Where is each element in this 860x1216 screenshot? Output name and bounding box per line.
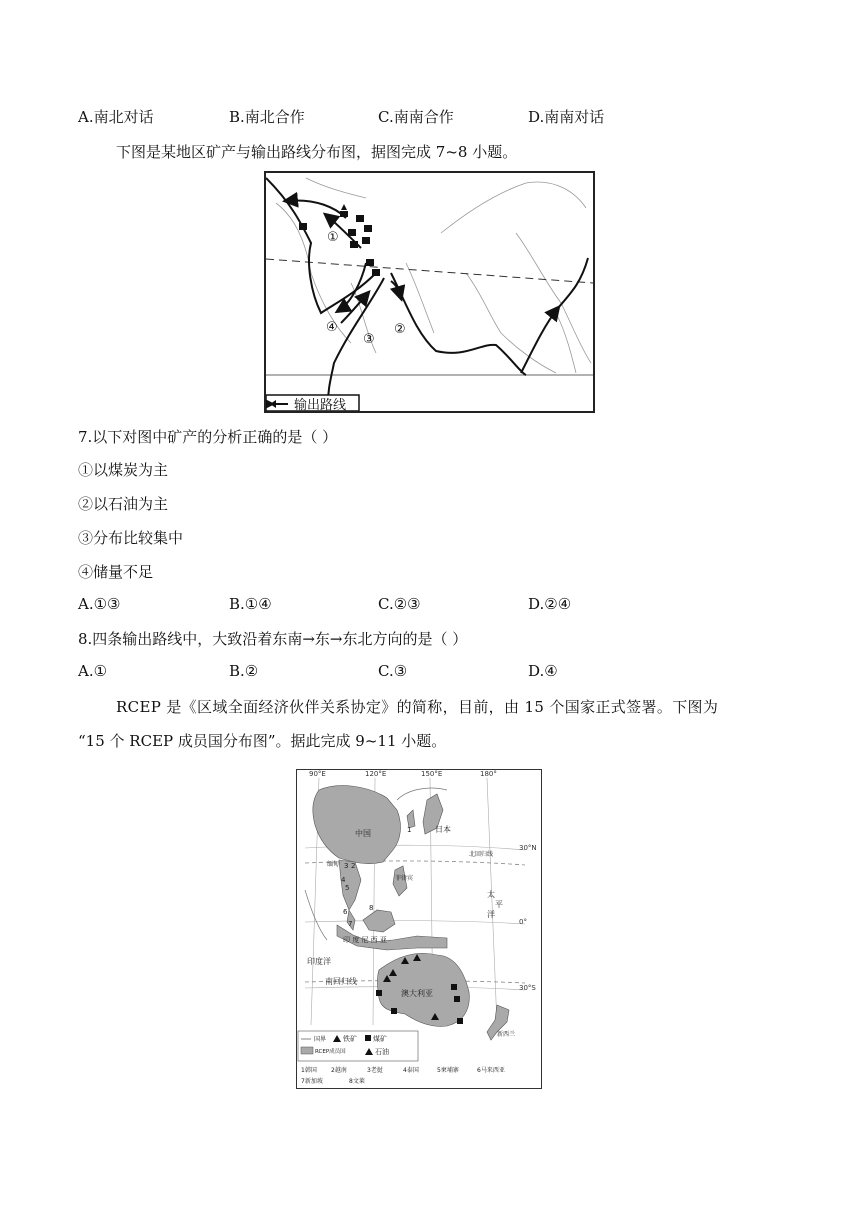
q6-option-d: D.南南对话 xyxy=(528,108,605,126)
route-2a xyxy=(391,273,526,375)
key-3: 3老挝 xyxy=(367,1067,383,1074)
key-1: 1韩国 xyxy=(301,1067,317,1074)
coastlines xyxy=(276,178,591,373)
route-label-3: ③ xyxy=(363,332,375,347)
intro-9-11-line2: “15 个 RCEP 成员国分布图”。据此完成 9~11 小题。 xyxy=(78,732,447,750)
label-n8: 8 xyxy=(369,904,374,912)
mineral-route-map xyxy=(264,171,595,413)
legend-rcep-label: RCEP成员国 xyxy=(315,1049,346,1055)
label-indian-ocean: 印度洋 xyxy=(307,957,331,966)
lat-30s: 30°S xyxy=(519,984,536,992)
borneo-shape xyxy=(363,910,395,932)
label-n4: 4 xyxy=(341,876,346,884)
china-shape xyxy=(313,786,401,864)
label-tropic-s: 南回归线 xyxy=(325,977,357,986)
q7-option-a: A.①③ xyxy=(78,595,121,613)
q6-option-a: A.南北对话 xyxy=(78,108,154,126)
indochina-shape xyxy=(339,860,361,910)
key-8: 8文莱 xyxy=(349,1078,365,1085)
label-n6: 6 xyxy=(343,908,348,916)
lon-90: 90°E xyxy=(309,770,326,778)
legend-border-label: 国界 xyxy=(314,1036,327,1043)
q8-stem: 8.四条输出路线中，大致沿着东南→东→东北方向的是（ ） xyxy=(78,630,468,648)
export-routes xyxy=(266,178,588,403)
lon-150: 150°E xyxy=(421,770,443,778)
lat-30n: 30°N xyxy=(519,844,537,852)
q7-option-b: B.①④ xyxy=(229,595,272,613)
label-philippines: 菲律宾 xyxy=(395,875,414,882)
rcep-member-map-svg xyxy=(297,770,541,1088)
mineral-route-map-svg xyxy=(266,173,593,411)
route-2c xyxy=(558,258,588,308)
key-5: 5柬埔寨 xyxy=(437,1067,459,1074)
lat-0: 0° xyxy=(519,918,527,926)
lon-120: 120°E xyxy=(365,770,387,778)
legend-label: 输出路线 xyxy=(294,398,347,411)
q8-option-d: D.④ xyxy=(528,662,558,680)
label-china: 中国 xyxy=(355,829,371,838)
legend-rcep-icon xyxy=(301,1047,313,1054)
label-n3: 3 xyxy=(344,862,349,870)
key-6: 6马来西亚 xyxy=(477,1067,505,1074)
q8-option-b: B.② xyxy=(229,662,259,680)
q6-option-c: C.南南合作 xyxy=(378,108,454,126)
label-n7: 7 xyxy=(348,920,353,928)
coal-marker xyxy=(391,1008,397,1014)
label-tropic-n: 北回归线 xyxy=(469,851,494,858)
label-n2: 2 xyxy=(351,862,356,870)
coal-marker xyxy=(454,996,460,1002)
tropic-line xyxy=(266,259,593,283)
q7-stem: 7.以下对图中矿产的分析正确的是（ ） xyxy=(78,428,338,446)
label-n1: 1 xyxy=(407,826,412,834)
legend-coal-icon xyxy=(365,1035,371,1041)
coal-marker xyxy=(457,1018,463,1024)
q6-option-b: B.南北合作 xyxy=(229,108,305,126)
label-japan: 日本 xyxy=(435,825,451,834)
q8-option-c: C.③ xyxy=(378,662,408,680)
lon-180: 180° xyxy=(480,770,497,778)
legend-coal-label: 煤矿 xyxy=(373,1035,387,1043)
coal-marker xyxy=(376,990,382,996)
intro-7-8: 下图是某地区矿产与输出路线分布图，据图完成 7~8 小题。 xyxy=(116,143,518,161)
rcep-member-map xyxy=(296,769,542,1089)
route-3-arrow xyxy=(338,263,366,311)
label-indonesia: 印 度 尼 西 亚 xyxy=(343,936,387,944)
route-3 xyxy=(328,278,384,403)
route-label-4: ④ xyxy=(326,320,338,335)
q8-option-a: A.① xyxy=(78,662,108,680)
q7-option-c: C.②③ xyxy=(378,595,421,613)
q7-statement-1: ①以煤炭为主 xyxy=(78,461,169,479)
key-2: 2越南 xyxy=(331,1067,347,1074)
intro-9-11-line1: RCEP 是《区域全面经济伙伴关系协定》的简称，目前，由 15 个国家正式签署。下图为 xyxy=(116,698,719,716)
map2-legend xyxy=(298,1031,418,1061)
label-australia: 澳大利亚 xyxy=(401,989,433,998)
q7-statement-2: ②以石油为主 xyxy=(78,495,169,513)
label-n5: 5 xyxy=(345,884,350,892)
legend-iron-label: 铁矿 xyxy=(343,1035,357,1043)
coal-marker xyxy=(451,984,457,990)
q7-option-d: D.②④ xyxy=(528,595,572,613)
route-2b xyxy=(521,308,558,373)
q7-statement-4: ④储量不足 xyxy=(78,563,154,581)
oil-markers xyxy=(299,204,380,276)
route-label-1: ① xyxy=(327,230,339,245)
key-7: 7新加坡 xyxy=(301,1078,323,1085)
key-4: 4泰国 xyxy=(403,1067,419,1074)
label-myanmar: 缅甸 xyxy=(327,861,340,868)
label-new-zealand: 新西兰 xyxy=(497,1031,516,1038)
label-pacific-3: 洋 xyxy=(487,910,495,919)
legend-oil-label: 石油 xyxy=(375,1048,389,1056)
label-pacific-1: 太 xyxy=(487,890,495,899)
q7-statement-3: ③分布比较集中 xyxy=(78,529,184,547)
route-label-2: ② xyxy=(394,322,406,337)
label-pacific-2: 平 xyxy=(495,900,503,909)
country-number-key xyxy=(301,1066,505,1085)
